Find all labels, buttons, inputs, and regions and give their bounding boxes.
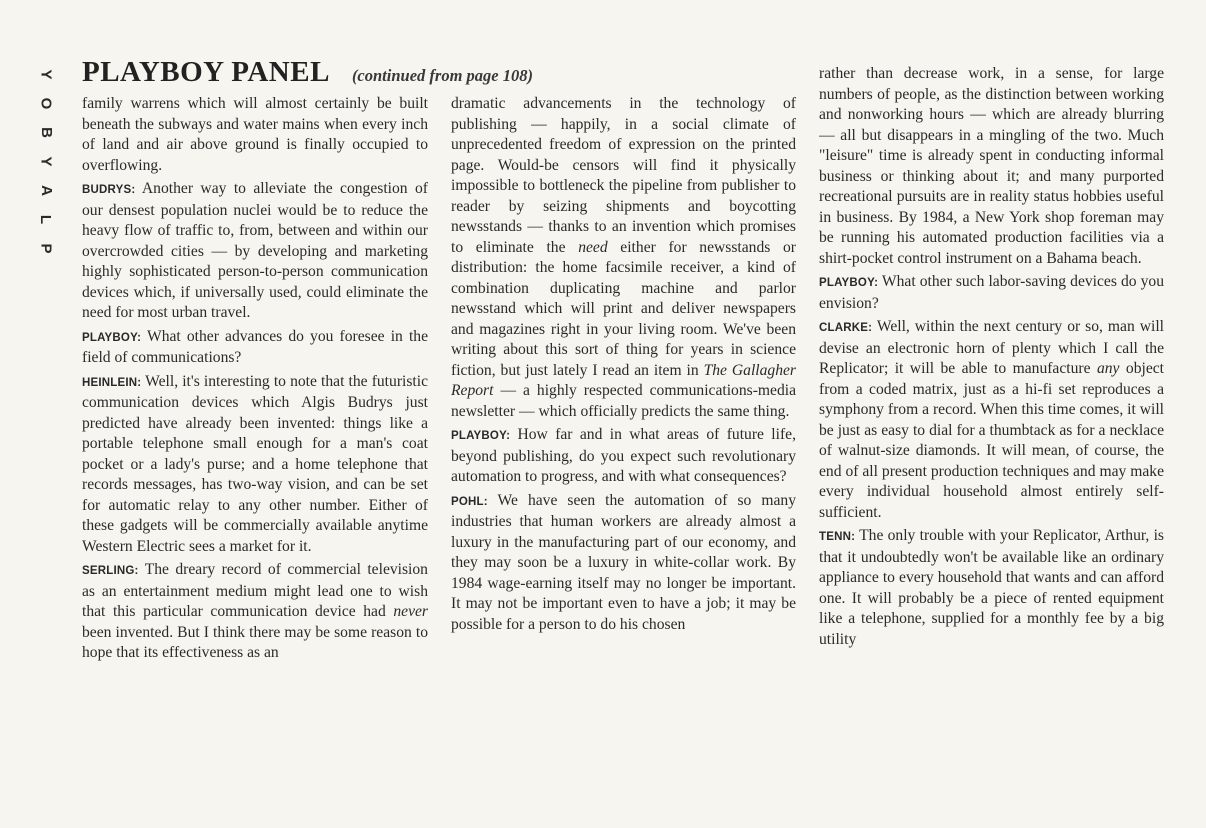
article-title: PLAYBOY PANEL xyxy=(82,56,330,88)
masthead-letter: B xyxy=(37,127,55,138)
body-text: been invented. But I think there may be some reason to hope that its effectiveness as an xyxy=(82,623,428,661)
body-text: either for newsstands or distribution: the home facsimile receiver, a kind of combination duplicating machine and parlor newsstand which will print and deliver newspapers and magazines right in your living room. We've been writing about this sort of thing for years in science fiction, but just lately I read an item in xyxy=(451,238,796,379)
speaker-label: TENN: xyxy=(819,531,856,543)
text-column-2 xyxy=(451,94,796,828)
italic-text: need xyxy=(578,238,608,256)
speaker-label: BUDRYS: xyxy=(82,184,136,196)
speaker-label: HEINLEIN: xyxy=(82,376,142,389)
italic-text: The Gallagher Report xyxy=(451,361,796,399)
speaker-label: CLARKE: xyxy=(819,322,873,334)
speaker-label: POHL: xyxy=(451,495,488,508)
masthead-letter: Y xyxy=(37,156,55,167)
masthead-letter: P xyxy=(37,243,55,254)
paragraph xyxy=(451,94,796,422)
italic-text: never xyxy=(393,603,428,620)
italic-text: any xyxy=(1096,360,1120,377)
masthead-letter: O xyxy=(37,97,55,110)
paragraph xyxy=(82,179,428,324)
body-text: object from a coded matrix, just as a hi-fi set reproduces a symphony from a record. When this time comes, it will be just as easy to dial for a thumbtack as for a necklace of walnut-size diamonds. It will mean, of course, the end of all present production techniques and may make every individual household almost entirely self-sufficient. xyxy=(819,360,1164,521)
body-text: Well, it's interesting to note that the futuristic communication devices which Algis Budrys just predicted have already been invented: things like a portable telephone small enough for a man's coat pocket or a lady's purse; and a home telephone that records messages, has two-way vision, and can be set for automatic relay to any other number. Either of these gadgets will be commercially available anytime Western Electric sees a market for it. xyxy=(82,372,428,555)
body-text: family warrens which will almost certainly be built beneath the subways and water mains when every inch of land and air above ground is finally occupied to overflowing. xyxy=(82,95,428,174)
body-text: The dreary record of commercial television as an entertainment medium might lead one to wish that this particular communication device had xyxy=(82,561,428,620)
text-column-1 xyxy=(82,94,428,828)
continued-note: (continued from page 108) xyxy=(351,66,533,85)
body-text: What other advances do you foresee in the field of communications? xyxy=(82,327,428,366)
paragraph xyxy=(451,491,796,636)
paragraph xyxy=(451,425,796,488)
masthead-letter: Y xyxy=(37,69,55,80)
article-header xyxy=(82,56,533,89)
body-text: What other such labor-saving devices do you envision? xyxy=(819,273,1164,312)
body-text: Another way to alleviate the congestion of our densest population nuclei would be to reduce the heavy flow of traffic to, from, between and within our overcrowded cities — by developing and marketing highly sophisticated person-to-person communication devices which, if universally used, could eliminate the need for most urban travel. xyxy=(82,180,428,321)
paragraph xyxy=(82,372,428,558)
body-text: — a highly respected communications-media newsletter — which officially predicts the same thing. xyxy=(451,382,796,420)
paragraph xyxy=(819,526,1164,650)
body-text: Well, within the next century or so, man will devise an electronic horn of plenty which I call the Replicator; it will be able to manufacture xyxy=(819,318,1164,377)
paragraph xyxy=(819,64,1164,269)
vertical-playboy-masthead xyxy=(38,60,54,263)
paragraph xyxy=(82,327,428,369)
masthead-letter: L xyxy=(37,214,55,225)
speaker-label: PLAYBOY: xyxy=(82,331,142,344)
body-text: dramatic advancements in the technology of publishing — happily, in a social climate of unprecedented freedom of expression on the printed page. Would-be censors will find it physically impossible to bottleneck the pipeline from publisher to reader by seizing shipments and boycotting newsstands — thanks to an invention which promises to eliminate the xyxy=(451,95,796,256)
speaker-label: SERLING: xyxy=(82,565,139,577)
body-text: How far and in what areas of future life, beyond publishing, do you expect such revolutionary automation to progress, and with what consequences? xyxy=(451,426,796,485)
body-text: rather than decrease work, in a sense, for large numbers of people, as the distinction between working and nonworking hours — which are already blurring — all but disappears in a mingling of the two. Much "leisure" time is already spent in conducting informal business or thinking about it; and many purported recreational pursuits are in reality status hobbies useful in business. By 1984, a New York shop foreman may be running his automated production facilities via a shirt-pocket control instrument on a Bahama beach. xyxy=(819,65,1164,267)
masthead-letter: A xyxy=(37,185,55,196)
speaker-label: PLAYBOY: xyxy=(819,277,879,289)
paragraph xyxy=(82,94,428,176)
text-column-3 xyxy=(819,64,1164,828)
speaker-label: PLAYBOY: xyxy=(451,430,511,442)
body-text: The only trouble with your Replicator, Arthur, is that it undoubtedly won't be available like an ordinary appliance to every household that wants and can afford one. It will probably be a piece of rented equipment like a telephone, supplied for a monthly fee by a big utility xyxy=(819,527,1164,648)
paragraph xyxy=(819,272,1164,314)
body-text: We have seen the automation of so many industries that human workers are already almost a luxury in the manufacturing part of our economy, and they may soon be a luxury in white-collar work. By 1984 wage-earning itself may no longer be important. It may not be important even to have a job; it may be possible for a person to do his chosen xyxy=(451,491,796,633)
paragraph xyxy=(819,317,1164,523)
paragraph xyxy=(82,560,428,664)
